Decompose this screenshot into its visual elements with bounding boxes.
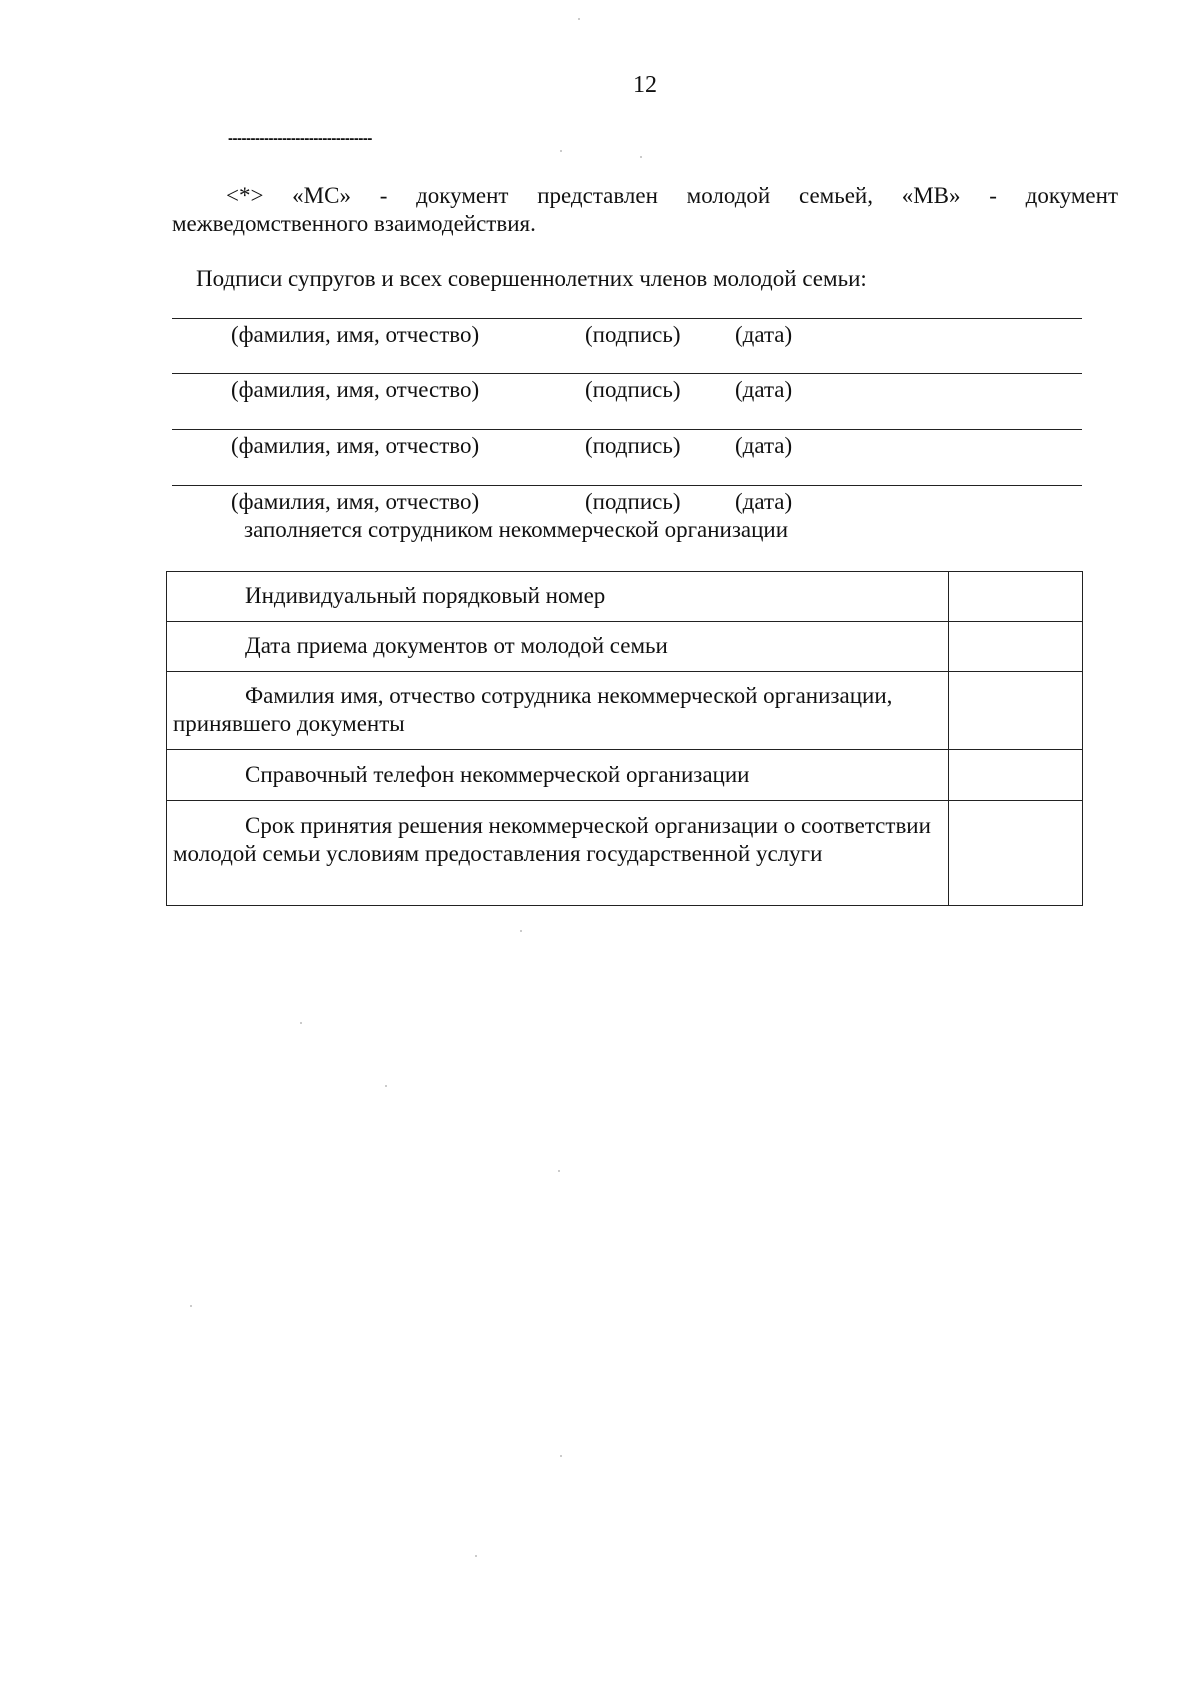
signature-line	[172, 485, 1082, 486]
fio-caption: (фамилия, имя, отчество)	[231, 433, 480, 458]
scan-speck	[385, 1085, 387, 1087]
date-caption: (дата)	[735, 377, 793, 402]
signature-caption: (подпись)	[585, 489, 681, 514]
page-number: 12	[633, 72, 657, 98]
scan-speck	[578, 18, 580, 20]
signature-row	[0, 433, 1200, 463]
scan-speck	[520, 930, 522, 932]
table-row	[167, 672, 1083, 750]
footnote-line-2: межведомственного взаимодействия.	[172, 211, 536, 236]
scan-speck	[560, 1455, 562, 1457]
table-row	[167, 572, 1083, 622]
scan-speck	[190, 1305, 192, 1307]
signature-caption: (подпись)	[585, 377, 681, 402]
row-value-field	[949, 622, 1083, 672]
date-caption: (дата)	[735, 489, 793, 514]
footnote-text	[172, 182, 1118, 238]
fio-caption: (фамилия, имя, отчество)	[231, 377, 480, 402]
row-value-field	[949, 572, 1083, 622]
signature-row	[0, 377, 1200, 407]
fio-caption: (фамилия, имя, отчество)	[231, 489, 480, 514]
row-label: Справочный телефон некоммерческой организации	[167, 750, 949, 801]
signature-row	[0, 322, 1200, 352]
scan-speck	[560, 150, 562, 152]
footnote-line-1: <*> «МС» - документ представлен молодой семьей, «МВ» - документ	[226, 183, 1118, 208]
scan-speck	[558, 1170, 560, 1172]
signature-caption: (подпись)	[585, 433, 681, 458]
signature-line	[172, 318, 1082, 319]
date-caption: (дата)	[735, 433, 793, 458]
table-row	[167, 622, 1083, 672]
table-row	[167, 750, 1083, 801]
row-label: Дата приема документов от молодой семьи	[167, 622, 949, 672]
row-label: Индивидуальный порядковый номер	[167, 572, 949, 622]
signature-caption: (подпись)	[585, 322, 681, 347]
scan-speck	[300, 1022, 302, 1024]
row-value-field	[949, 750, 1083, 801]
signatures-heading: Подписи супругов и всех совершеннолетних членов молодой семьи:	[196, 266, 867, 291]
row-value-field	[949, 801, 1083, 906]
row-label: Срок принятия решения некоммерческой организации о соответствии молодой семьи условиям предоставления государственной услуги	[167, 801, 949, 906]
signature-line	[172, 373, 1082, 374]
date-caption: (дата)	[735, 322, 793, 347]
organization-info-table	[166, 571, 1083, 906]
footnote-separator: --------------------------------	[228, 130, 372, 147]
fio-caption: (фамилия, имя, отчество)	[231, 322, 480, 347]
row-label: Фамилия имя, отчество сотрудника некоммерческой организации, принявшего документы	[167, 672, 949, 750]
signature-row	[0, 489, 1200, 519]
scan-speck	[640, 156, 642, 158]
organization-caption: заполняется сотрудником некоммерческой организации	[244, 517, 789, 542]
row-value-field	[949, 672, 1083, 750]
signature-line	[172, 429, 1082, 430]
scan-speck	[475, 1555, 477, 1557]
table-row	[167, 801, 1083, 906]
